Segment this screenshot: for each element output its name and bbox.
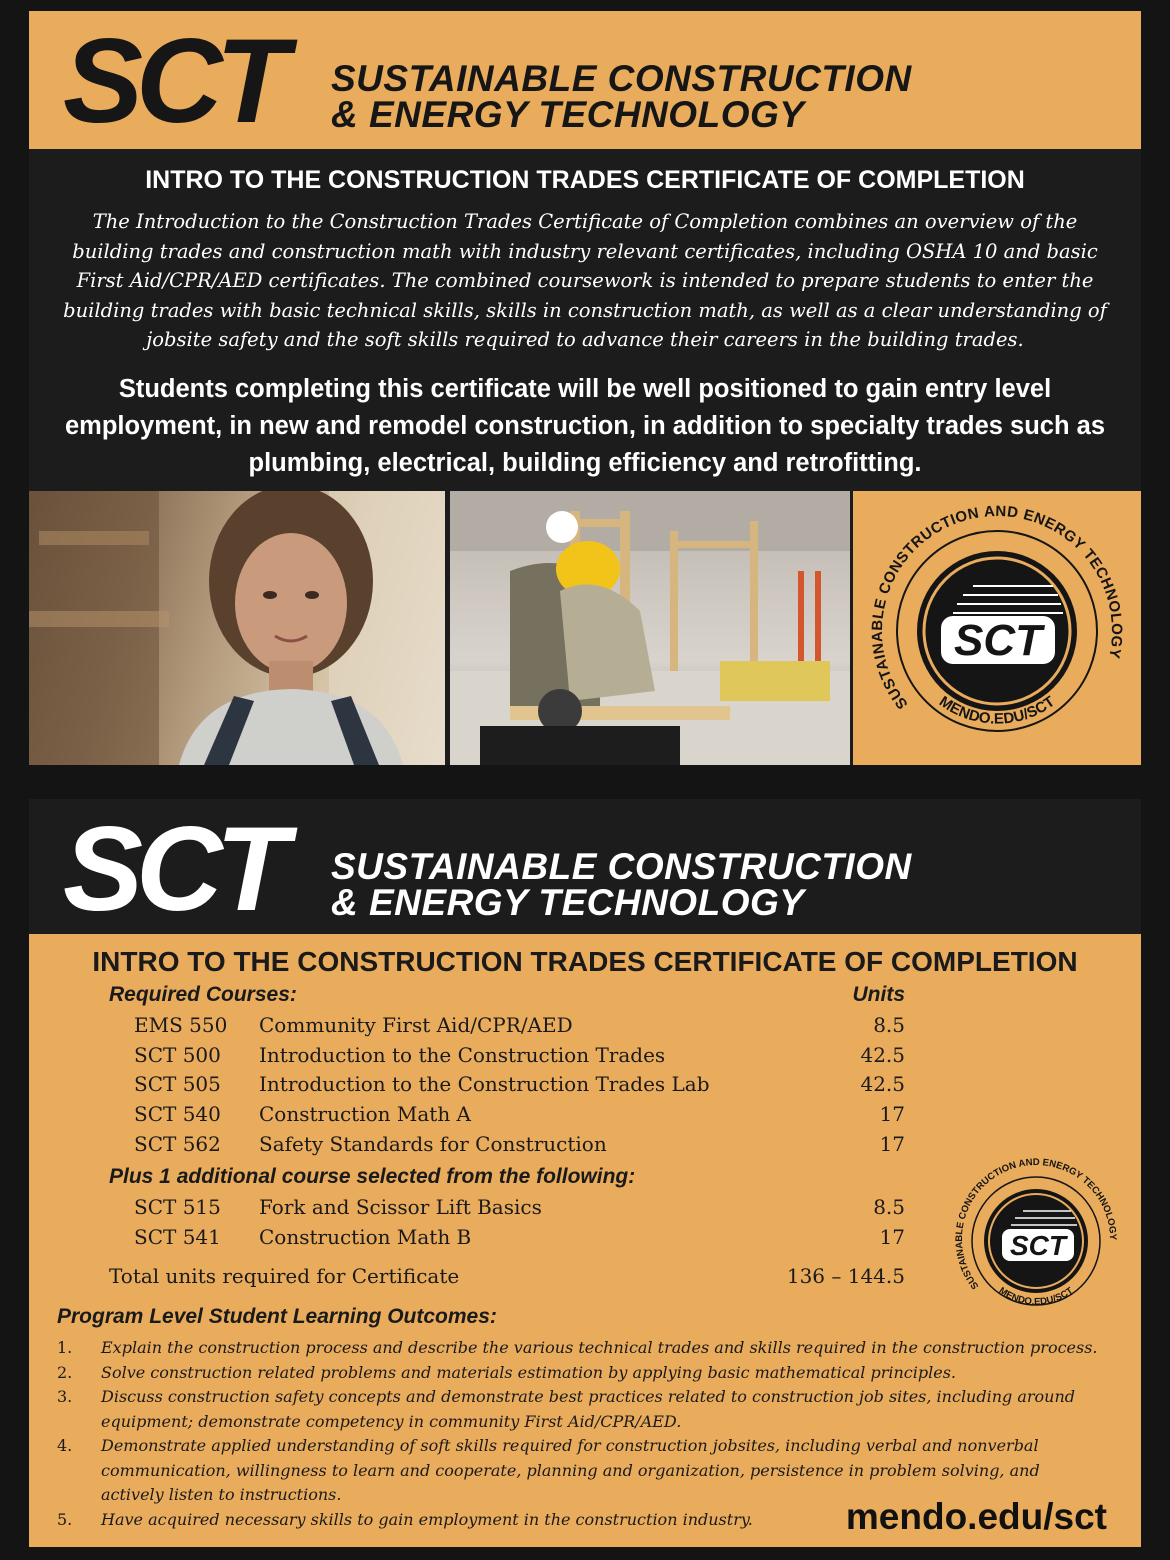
- outcome-text: Solve construction related problems and materials estimation by applying basic mathematical principles.: [101, 1362, 956, 1382]
- sct-program-seal-icon: [853, 491, 1141, 765]
- course-code: SCT 562: [134, 1132, 221, 1156]
- employment-outcome-statement: Students completing this certificate will be well positioned to gain entry level employment, in new and remodel construction, in addition to specialty trades such as plumbing, electrical, building efficiency and retrofitting.: [64, 375, 1106, 477]
- flyer-bottom-card: [29, 799, 1141, 1547]
- seal-center-text: SCT: [1010, 1230, 1066, 1261]
- sct-logo-text: SCT: [63, 14, 282, 148]
- table-row: [29, 1043, 905, 1073]
- outcome-text: Explain the construction process and describe the various technical trades and skills required in the construction process.: [101, 1338, 1098, 1357]
- table-row: [29, 1013, 905, 1043]
- course-name: Construction Math A: [259, 1102, 472, 1126]
- course-units: 17: [879, 1132, 905, 1156]
- course-code: EMS 550: [134, 1013, 228, 1037]
- outcome-text: Demonstrate applied understanding of soft skills required for construction jobsites, including verbal and nonverbal communication, willingness to learn and cooperate, planning and organization, persistence in problem solving, and actively listen to instructions.: [101, 1436, 1040, 1504]
- program-tagline: [331, 58, 912, 135]
- seal-bottom-text: MENDO.EDU/SCT: [996, 1285, 1076, 1308]
- course-table: [29, 983, 909, 1303]
- course-units: 8.5: [873, 1013, 905, 1037]
- flyer-top-card: [29, 11, 1141, 765]
- course-name: Introduction to the Construction Trades: [259, 1043, 666, 1067]
- program-tagline: [331, 846, 912, 923]
- tagline-line-2: & ENERGY TECHNOLOGY: [331, 882, 805, 923]
- certificate-title: INTRO TO THE CONSTRUCTION TRADES CERTIFICATE OF COMPLETION: [145, 166, 1025, 194]
- outcome-number: 5.: [57, 1509, 73, 1529]
- required-courses-header: [29, 983, 905, 1013]
- learning-outcomes-heading: Program Level Student Learning Outcomes:: [57, 1305, 497, 1328]
- elective-courses-header: [29, 1165, 929, 1195]
- bottom-header-band: [29, 799, 1141, 934]
- course-name: Community First Aid/CPR/AED: [259, 1013, 573, 1037]
- course-name: Fork and Scissor Lift Basics: [259, 1195, 542, 1219]
- worker-sawing-illustration: [450, 491, 850, 765]
- course-code: SCT 541: [134, 1225, 221, 1249]
- tagline-line-2: & ENERGY TECHNOLOGY: [331, 94, 805, 135]
- woman-portrait-illustration: [29, 491, 445, 765]
- course-units: 17: [879, 1102, 905, 1126]
- program-url[interactable]: mendo.edu/sct: [845, 1496, 1107, 1537]
- outcome-text: Have acquired necessary skills to gain employment in the construction industry.: [101, 1509, 753, 1529]
- course-code: SCT 540: [134, 1102, 221, 1126]
- certificate-description: The Introduction to the Construction Trades Certificate of Completion combines an overview of the building trades and construction math with industry relevant certificates, including OSHA 10 and basic First Aid/CPR/AED certificates. The combined coursework is intended to prepare students to enter the building trades with basic technical skills, skills in construction math, as well as a clear understanding of jobsite safety and the soft skills required to advance their careers in the building trades.: [63, 210, 1107, 351]
- course-units: 42.5: [860, 1043, 905, 1067]
- sct-logo-text: SCT: [63, 802, 282, 936]
- course-code: SCT 500: [134, 1043, 221, 1067]
- course-code: SCT 505: [134, 1072, 221, 1096]
- total-units-row: [29, 1264, 905, 1294]
- list-item: [57, 1361, 1117, 1386]
- course-name: Introduction to the Construction Trades Lab: [259, 1072, 710, 1096]
- sct-small-seal-icon: [951, 1155, 1121, 1323]
- required-courses-label: Required Courses:: [109, 983, 297, 1006]
- course-units: 42.5: [860, 1072, 905, 1096]
- seal-bottom-text: MENDO.EDU/SCT: [936, 693, 1058, 728]
- seal-panel: [853, 491, 1141, 765]
- list-item: [57, 1385, 1117, 1434]
- course-units: 8.5: [873, 1195, 905, 1219]
- outcome-number: 3.: [57, 1387, 73, 1406]
- outcome-text: Discuss construction safety concepts and demonstrate best practices related to construction job sites, including around equipment; demonstrate competency in community First Aid/CPR/AED.: [101, 1387, 1076, 1431]
- table-row: [29, 1195, 905, 1225]
- units-column-label: Units: [852, 983, 905, 1006]
- course-name: Safety Standards for Construction: [259, 1132, 607, 1156]
- course-units: 17: [879, 1225, 905, 1249]
- construction-worker-photo: [450, 491, 850, 765]
- seal-ring-text: SUSTAINABLE CONSTRUCTION AND ENERGY TECHNOLOGY: [953, 1156, 1119, 1292]
- certificate-title: INTRO TO THE CONSTRUCTION TRADES CERTIFICATE OF COMPLETION: [92, 946, 1078, 977]
- total-units-value: 136 – 144.5: [786, 1264, 905, 1288]
- tagline-line-1: SUSTAINABLE CONSTRUCTION: [331, 846, 912, 887]
- course-name: Construction Math B: [259, 1225, 472, 1249]
- table-row: [29, 1132, 905, 1162]
- course-code: SCT 515: [134, 1195, 221, 1219]
- list-item: [57, 1336, 1117, 1361]
- table-row: [29, 1225, 905, 1255]
- outcome-number: 4.: [57, 1436, 73, 1455]
- table-row: [29, 1072, 905, 1102]
- tagline-line-1: SUSTAINABLE CONSTRUCTION: [331, 58, 912, 99]
- table-row: [29, 1102, 905, 1132]
- outcome-number: 1.: [57, 1338, 73, 1357]
- elective-courses-label: Plus 1 additional course selected from the following:: [109, 1165, 636, 1188]
- seal-ring-text: SUSTAINABLE CONSTRUCTION AND ENERGY TECHNOLOGY: [868, 502, 1126, 713]
- seal-center-text: SCT: [954, 616, 1042, 665]
- top-header-band: [29, 11, 1141, 149]
- woman-portrait-photo: [29, 491, 445, 765]
- total-units-label: Total units required for Certificate: [109, 1264, 460, 1288]
- outcome-number: 2.: [57, 1362, 73, 1382]
